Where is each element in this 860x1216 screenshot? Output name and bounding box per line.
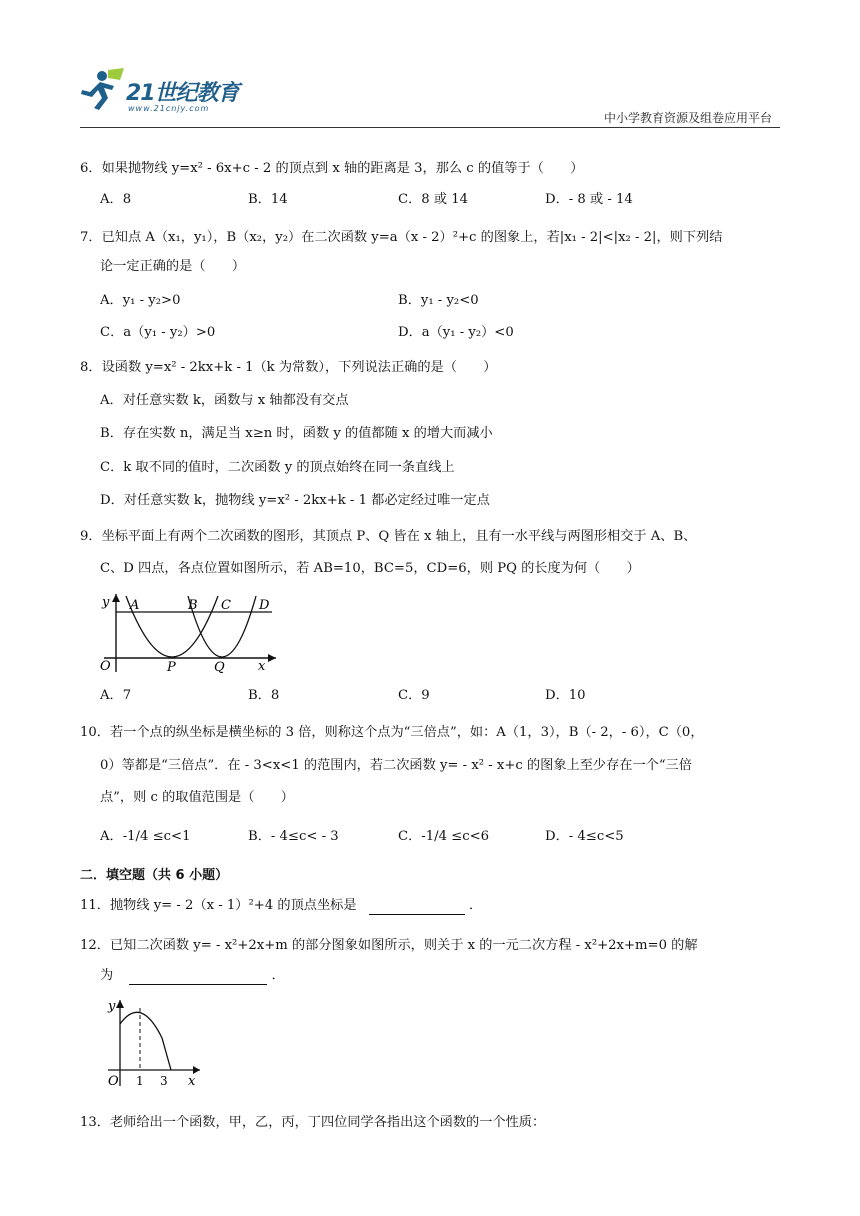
- q6-option-b: B．14: [248, 192, 288, 207]
- parabola: [120, 1012, 171, 1070]
- tick-1: 1: [136, 1074, 144, 1088]
- platform-title: 中小学教育资源及组卷应用平台: [603, 111, 772, 125]
- q10-option-a: A．-1/4 ≤c<1: [100, 829, 191, 844]
- brand-url: www.21cnjy.com: [128, 104, 210, 113]
- logo: [78, 66, 278, 118]
- q6-stem: 6．如果抛物线 y=x² - 6x+c - 2 的顶点到 x 轴的距离是 3，那么 c 的值等于（ ）: [80, 161, 584, 176]
- q7-option-a: A．y₁ - y₂>0: [100, 293, 181, 308]
- q10-stem-line3: 点”，则 c 的取值范围是（ ）: [100, 790, 294, 805]
- runner-logo-icon: [78, 66, 128, 112]
- label-x: x: [188, 1074, 196, 1089]
- label-y: y: [102, 595, 110, 610]
- q6-option-d: D．- 8 或 - 14: [545, 192, 633, 207]
- label-o: O: [108, 1074, 119, 1089]
- q7-option-d: D．a（y₁ - y₂）<0: [398, 325, 514, 340]
- label-d: D: [259, 598, 270, 613]
- q9-option-b: B．8: [248, 688, 280, 703]
- q7-option-c: C．a（y₁ - y₂）>0: [100, 325, 216, 340]
- parabola-p: [126, 596, 218, 657]
- brand-name: 21世纪教育: [126, 81, 239, 106]
- x-axis-arrow-icon: [268, 654, 276, 662]
- y-axis-arrow-icon: [112, 594, 120, 602]
- q9-stem-line2: C、D 四点，各点位置如图所示，若 AB=10，BC=5，CD=6，则 PQ 的长度为何（ ）: [100, 561, 640, 576]
- page-header: [0, 0, 860, 132]
- q7-stem-line1: 7．已知点 A（x₁，y₁），B（x₂，y₂）在二次函数 y=a（x - 2）²+c 的图象上，若|x₁ - 2|<|x₂ - 2|，则下列结: [80, 230, 723, 245]
- header-divider: [80, 127, 780, 128]
- q8-option-b: B．存在实数 n，满足当 x≥n 时，函数 y 的值都随 x 的增大而减小: [100, 426, 493, 441]
- q10-stem-line1: 10．若一个点的纵坐标是横坐标的 3 倍，则称这个点为“三倍点”，如：A（1，3），B（- 2，- 6），C（0，: [80, 725, 704, 740]
- q9-option-a: A．7: [100, 688, 132, 703]
- q10-stem-line2: 0）等都是“三倍点”．在 - 3<x<1 的范围内，若二次函数 y= - x² - x+c 的图象上至少存在一个“三倍: [100, 758, 692, 773]
- q11-line: [80, 897, 482, 915]
- y-axis-arrow-icon: [116, 1000, 124, 1008]
- q8-option-a: A．对任意实数 k，函数与 x 轴都没有交点: [100, 393, 349, 408]
- label-y: y: [108, 999, 116, 1014]
- label-x: x: [258, 659, 266, 674]
- q12-stem-line1: 12．已知二次函数 y= - x²+2x+m 的部分图象如图所示，则关于 x 的一元二次方程 - x²+2x+m=0 的解: [80, 938, 698, 953]
- q9-option-c: C．9: [398, 688, 430, 703]
- q11-answer-blank[interactable]: [369, 900, 465, 915]
- q7-stem-line2: 论一定正确的是（ ）: [100, 259, 246, 274]
- label-b: B: [188, 598, 198, 613]
- q11-end: ．: [468, 898, 483, 913]
- label-c: C: [221, 598, 231, 613]
- q9-figure: [96, 590, 286, 674]
- label-o: O: [100, 659, 111, 674]
- q8-option-d: D．对任意实数 k，抛物线 y=x² - 2kx+k - 1 都必定经过唯一定点: [100, 493, 490, 508]
- q12-answer-blank[interactable]: [129, 970, 267, 985]
- q10-option-d: D．- 4≤c<5: [545, 829, 624, 844]
- q10-option-b: B．- 4≤c< - 3: [248, 829, 339, 844]
- q13-stem: 13．老师给出一个函数，甲，乙，丙，丁四位同学各指出这个函数的一个性质：: [80, 1115, 546, 1130]
- q8-option-c: C．k 取不同的值时，二次函数 y 的顶点始终在同一条直线上: [100, 460, 455, 475]
- q12-stem-line2: 为: [100, 968, 114, 983]
- q7-option-b: B．y₁ - y₂<0: [398, 293, 479, 308]
- q9-option-d: D．10: [545, 688, 586, 703]
- q11-stem: 11．抛物线 y= - 2（x - 1）²+4 的顶点坐标是: [80, 898, 357, 913]
- tick-3: 3: [160, 1074, 168, 1088]
- x-axis-arrow-icon: [193, 1066, 200, 1074]
- q6-option-a: A．8: [100, 192, 132, 207]
- label-p: P: [167, 660, 176, 674]
- q12-figure: [102, 994, 202, 1090]
- label-q: Q: [214, 660, 225, 674]
- q10-option-c: C．-1/4 ≤c<6: [398, 829, 490, 844]
- label-a: A: [130, 598, 140, 613]
- q8-stem: 8．设函数 y=x² - 2kx+k - 1（k 为常数），下列说法正确的是（ ）: [80, 360, 497, 375]
- q12-line2: [100, 967, 285, 985]
- q12-end: ．: [271, 968, 285, 983]
- section-title-fill-in: 二．填空题（共 6 小题）: [80, 868, 229, 883]
- q9-stem-line1: 9．坐标平面上有两个二次函数的图形，其顶点 P、Q 皆在 x 轴上，且有一水平线与两图形相交于 A、B、: [80, 529, 697, 544]
- q6-option-c: C．8 或 14: [398, 192, 469, 207]
